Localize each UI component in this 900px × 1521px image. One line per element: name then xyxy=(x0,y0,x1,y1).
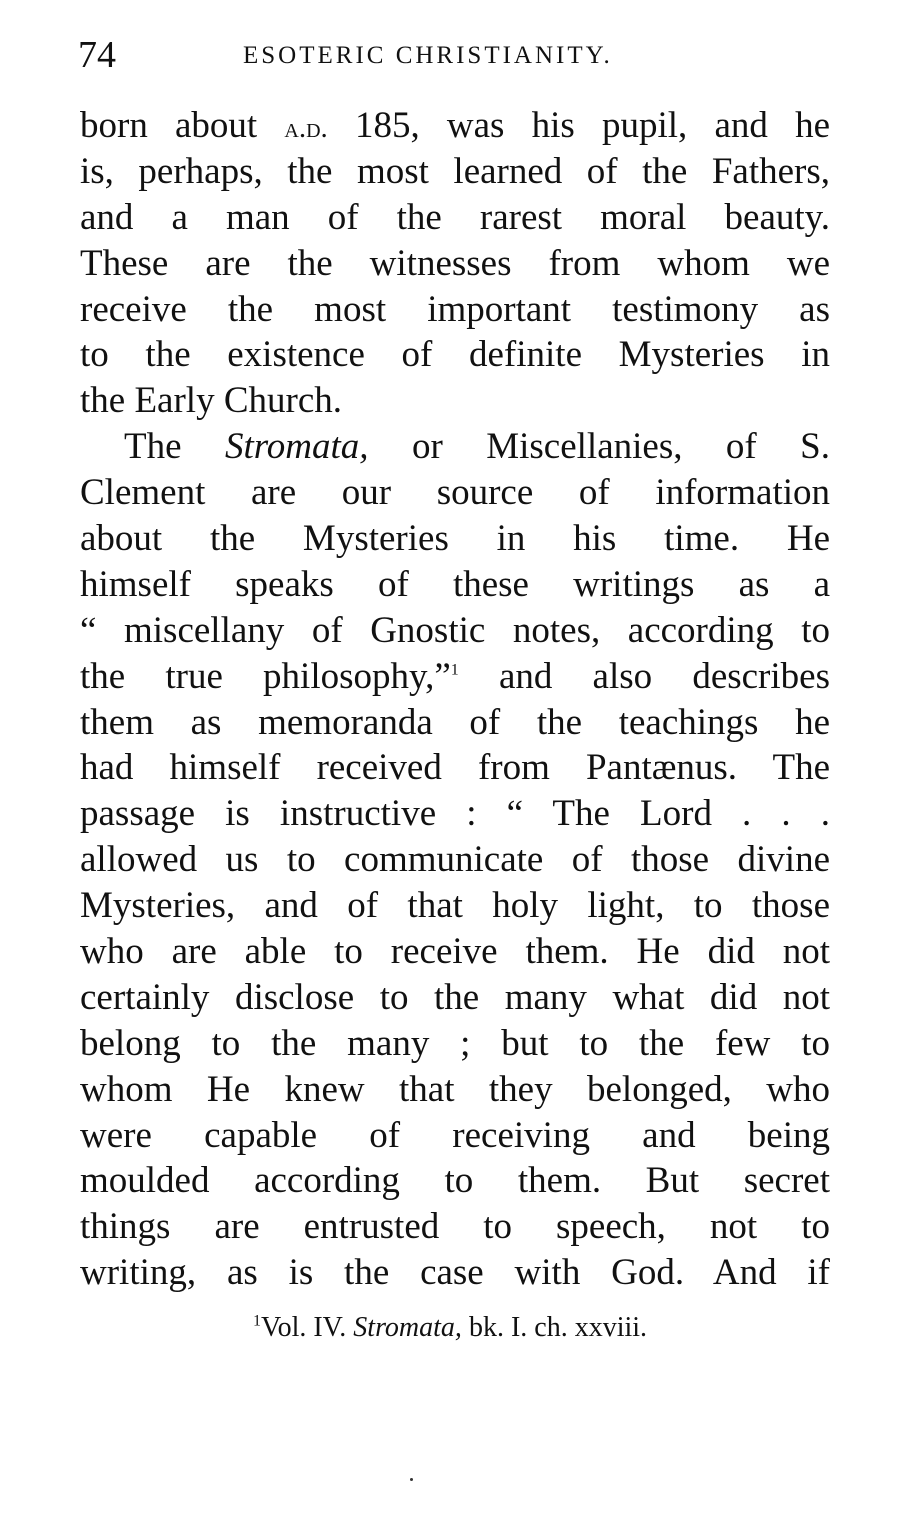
footnote-ref: 1 xyxy=(450,661,459,679)
text-line: them as memoranda of the teachings he xyxy=(80,701,830,743)
text-line: These are the witnesses from whom we xyxy=(80,242,830,284)
text-line: the Early Church. xyxy=(80,380,342,422)
footnote: $^1$Vol. IV. Stromata, bk. I. ch. xxviii. xyxy=(252,1312,648,1343)
running-title: ESOTERIC CHRISTIANITY. xyxy=(243,42,613,69)
text-line: himself speaks of these writings as a xyxy=(80,563,830,605)
text-line: whom He knew that they belonged, who xyxy=(80,1068,830,1110)
text-line: Mysteries, and of that holy light, to those xyxy=(80,885,830,927)
scan-speck xyxy=(410,1478,413,1481)
text-line: had himself received from Pantænus. The xyxy=(80,747,830,789)
text-line: certainly disclose to the many what did not xyxy=(80,976,830,1018)
text-line: moulded according to them. But secret xyxy=(80,1160,830,1202)
text-line: were capable of receiving and being xyxy=(80,1114,830,1156)
text-line: belong to the many ; but to the few to xyxy=(80,1022,830,1064)
body-text xyxy=(80,103,830,1296)
text-line: “ miscellany of Gnostic notes, according to xyxy=(80,609,830,651)
text-line: Clement are our source of information xyxy=(80,472,830,514)
text-line: who are able to receive them. He did not xyxy=(80,931,830,973)
text-line: writing, as is the case with God. And if xyxy=(80,1252,830,1294)
text-line: and a man of the rarest moral beauty. xyxy=(80,196,830,238)
text-line: things are entrusted to speech, not to xyxy=(80,1206,830,1248)
running-head xyxy=(78,30,838,80)
text-line: to the existence of definite Mysteries in xyxy=(80,334,830,376)
text-line: is, perhaps, the most learned of the Fathers, xyxy=(80,150,830,192)
text-line: receive the most important testimony as xyxy=(80,288,830,330)
text-line: the true philosophy,”$^1$ and also describes xyxy=(80,655,830,697)
text-line: passage is instructive : “ The Lord . . . xyxy=(80,793,830,835)
text-line: about the Mysteries in his time. He xyxy=(80,518,830,560)
text-line: The Stromata, or Miscellanies, of S. xyxy=(124,426,830,468)
text-line: born about a.d. 185, was his pupil, and he xyxy=(80,105,830,146)
text-line: allowed us to communicate of those divine xyxy=(80,839,830,881)
page-number: 74 xyxy=(78,34,116,76)
footnote-marker: 1 xyxy=(252,1312,261,1330)
